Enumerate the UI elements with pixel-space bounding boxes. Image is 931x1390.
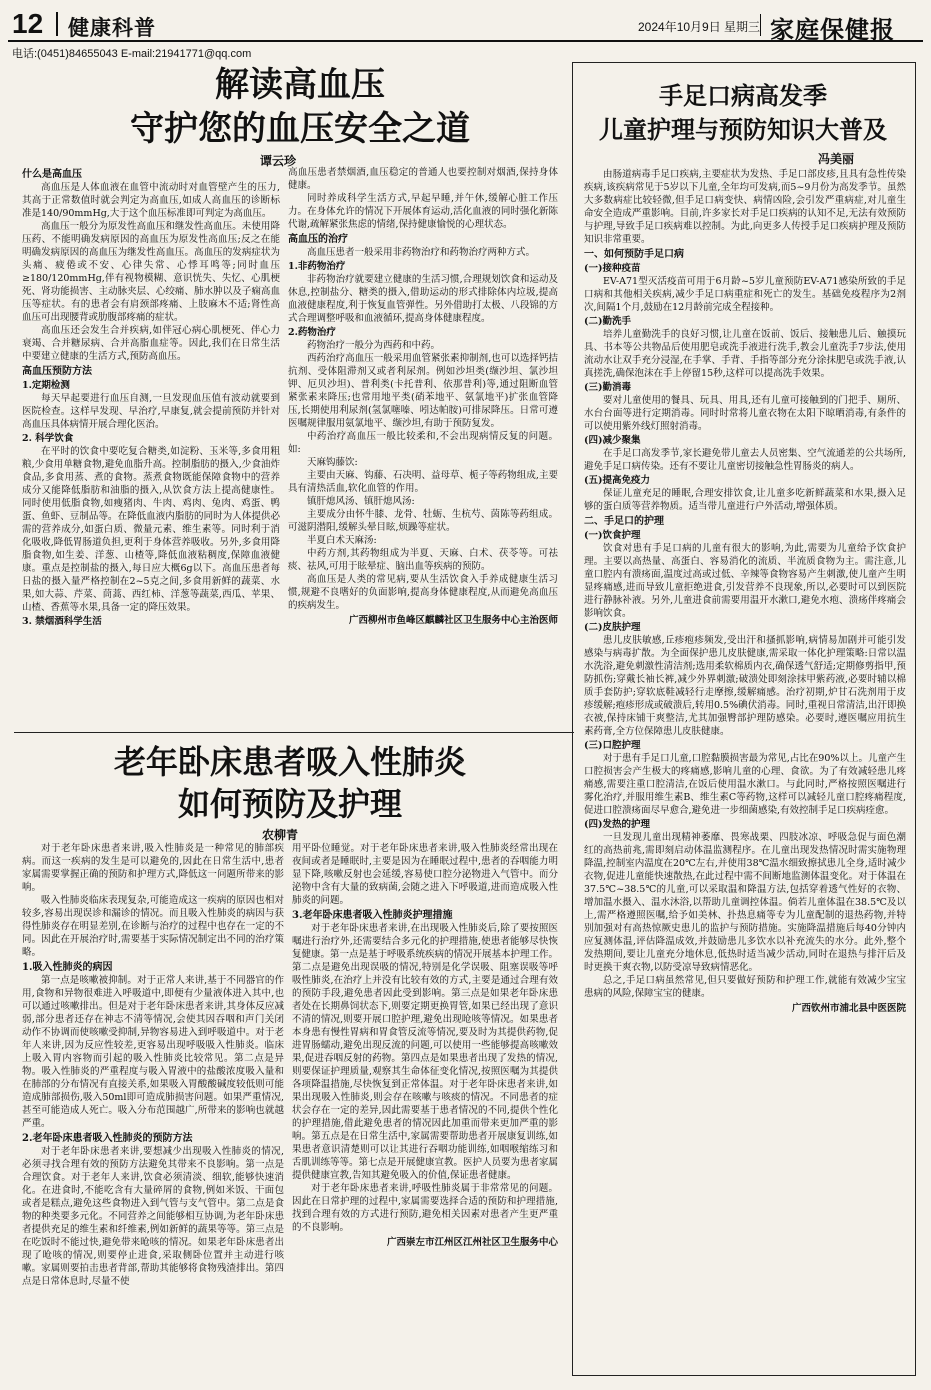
section-heading: 2.老年卧床患者吸入性肺炎的预防方法 [22,1133,193,1144]
paragraph: 培养儿童勤洗手的良好习惯,让儿童在饭前、饭后、接触患儿后、触摸玩具、书本等公共物品后使用肥皂或洗手液进行洗手,教会儿童洗手7步法,使用流动水让双手充分浸湿,在手掌、手背、手指等部分充分涂抹肥皂或洗手液,认真搓洗,确保泡沫在手上停留15秒,这样可以提高洗手效果。 [584,329,906,379]
paragraph: 保证儿童充足的睡眠,合理安排饮食,让儿童多吃新鲜蔬菜和水果,摄入足够的蛋白质等营养物质。适当带儿童进行户外活动,增强体质。 [584,488,906,512]
paragraph: 高血压患者一般采用非药物治疗和药物治疗两种方式。 [307,247,536,258]
paragraph: 中药方剂,其药物组成为半夏、天麻、白术、茯苓等。可祛痰、祛风,可用于眩晕症、脑出血等疾病的预防。 [288,548,558,572]
paragraph: 主要由天麻、钩藤、石决明、益母草、栀子等药物组成,主要具有清热活血,软化血管的作用。 [288,470,558,494]
paragraph: 中药治疗高血压一般比较柔和,不会出现病情反复的问题。如: [288,431,558,455]
article1-title-line2: 守护您的血压安全之道 [130,109,470,149]
paragraph: 对于老年卧床患者来讲,吸入性肺炎是一种常见的肺部疾病。而这一疾病的发生是可以避免的,因此在日常生活中,患者家属需要掌握正确的预防和护理方式,降低这一问题所带来的影响。 [22,843,284,893]
subsection-heading: (三)口腔护理 [584,740,641,751]
section-heading: 什么是高血压 [22,169,82,180]
paragraph: 高血压还会发生合并疾病,如伴冠心病心肌梗死、伴心力衰竭、合并糖尿病、合并高脂血症等。因此,我们在日常生活中要建立健康的生活方式,预防高血压。 [22,325,280,362]
article2-column-2 [292,842,558,1372]
subsection-heading: (三)勤消毒 [584,382,631,393]
paragraph: 同时养成科学生活方式,早起早睡,并午休,缓解心脏工作压力。在身体允许的情况下开展体育运动,活化血液的同时强化新陈代谢,疏解紧张焦虑的情绪,保持健康愉悦的心理状态。 [288,193,558,230]
paragraph: 一旦发现儿童出现精神萎靡、畏寒战栗、四肢冰凉、呼吸急促与面色潮红的高热前兆,需即刻启动体温监测程序。在儿童出现发热情况时需实施物理降温,控制室内温度在20℃左右,并使用38℃温水细致擦拭患儿全身,适时减少衣物,促进儿童能快速散热,在此过程中需不间断地监测体温变化。对于体温在37.5℃~38.5℃的儿童,可以采取温和降温方法,包括穿着透气性好的衣物、增加温水摄入、温水沐浴,以帮助儿童调控体温。倘若儿童体温在38.5℃及以上,需严格遵照医嘱,给予如美林、扑热息痛等专为儿童配制的退热药物,并特别加强对有高热惊厥史患儿的监护与预防措施。实施降温措施后每40分钟内应复测体温,评估降温成效,并鼓励患儿多饮水以补充流失的水分。此外,整个发热期间,要让儿童充分地休息,低热时适当减少活动,同时在退热与排汗后及时更换干爽衣物,以防受凉导致病情恶化。 [584,832,906,973]
author-affiliation: 广西柳州市鱼峰区麒麟社区卫生服务中心主治医师 [348,615,558,626]
subsection-heading: (一)接种疫苗 [584,263,641,274]
page-header [8,6,923,42]
paragraph: 对于老年卧床患者来讲,在出现吸入性肺炎后,除了要按照医嘱进行治疗外,还需要结合多元化的护理措施,使患者能够尽快恢复健康。第一点是基于呼吸系统疾病的情况开展基本护理工作。第二点是避免出现误吸的情况,特别是化学误吸、阻塞误吸等呼吸性肺炎,在治疗上并没有比较有效的方式,主要是通过合理有效的预防手段,避免患者因此受到影响。第三点是如果老年卧床患者处在长期鼻饲状态下,则要定期更换胃管,如果已经出现了意识不清的情况,则要开展口腔护理,避免出现呛咳等情况。如果患者本身患有慢性胃病和胃食管反流等情况,要及时为其提供药物,促进胃肠蠕动,避免出现反流的问题,可以使用一些能够提高咳嗽效果,促进吞咽反射的药物。第四点是如果患者出现了发热的情况,则要保证护理质量,观察其生命体征变化情况,按照医嘱为其提供各项降温措施,尽快恢复到正常体温。对于老年卧床患者来讲,如果出现吸入性肺炎,则会存在咳嗽与咳痰的情况。不同患者的症状会存在一定的差异,因此需要基于患者情况的不同,提供个性化的护理措施,借此避免患者的情况因此加重而带来更加严重的影响。第五点是在日常生活中,家属需要帮助患者开展康复训练,如果患者意识清楚则可以让其进行吞咽功能训练,如咽喉缩练习和舌肌训练等等。第七点是开展健康宣教。医护人员要为患者家属提供健康宣教,告知其避免吸入的价值,保证患者健康。 [292,923,558,1181]
paragraph: 饮食对患有手足口病的儿童有很大的影响,为此,需要为儿童给予饮食护理。主要以高热量、高蛋白、容易消化的流质、半流质食物为主。需注意,儿童口腔内有溃疡面,温度过高或过低、辛辣等食物容易产生刺激,使儿童产生明显疼痛感,进而导致儿童拒绝进食,引发营养不良现象,所以,必要时可以到医院进行静脉补液。另外,儿童进食前需要用温开水漱口,避免水疱、溃疡伴疼痛会影响饮食。 [584,543,906,619]
paragraph: 第一点是咳嗽被抑制。对于正常人来讲,基于不同器官的作用,食物和异物很难进入呼吸道中,即便有少量液体进入其中,也可以通过咳嗽排出。但是对于老年卧床患者来讲,其身体反应减弱,部分患者还存在神志不清等情况,会使其因吞咽和声门关闭动作不协调而使咳嗽受抑制,异物容易进入到呼吸道中。对于老年人来讲,因为反应性较差,更容易出现呼吸吸入性肺炎。临床上吸入胃内容物而引起的吸入性肺炎比较常见。第二点是异物。吸入性肺炎的严重程度与吸入胃液中的盐酸浓度吸入量和在肺部的分布情况有直接关系,如果吸入胃酸酸碱度较低则可能造成肺部损伤,吸入50ml即可造成肺损害问题。如果严重情况,甚至可能造成人死亡。吸入分布范围越广,所带来的影响也就越严重。 [22,975,284,1129]
section-name: 健康科普 [68,15,156,40]
paragraph: 在平时的饮食中要吃复合糖类,如淀粉、玉米等,多食用粗粮,少食用单糖食物,避免血脂升高。控制脂肪的摄入,少食油炸食品,多食用蒸、煮的食物。蒸煮食物既能保障食物中的营养成分又能降低脂肪和油脂的摄入,从饮食方法上提高健康性。同时使用低脂食物,如瘦猪肉、牛肉、鸡肉、兔肉、鸡蛋、鸭蛋、鱼虾、豆制品等。在降低血液内脂肪的同时为人体提供必需的营养成分,如蛋白质、微量元素、维生素等。同时利于消化吸收,降低胃肠道负担,更利于身体营养吸收。另外,多食用降脂食物,如生姜、洋葱、山楂等,降低血液粘稠度,保障血液健康。重点是控制盐的摄入,每日应大概6g以下。高血压患者每日盐的摄入量严格控制在2~5克之间,多食用新鲜的蔬菜、水果,如大蒜、芹菜、茼蒿、西红柿、洋葱等蔬菜,西瓜、苹果、山楂、香蕉等水果,具备一定的降压效果。 [22,446,280,613]
section-heading: 二、手足口的护理 [584,516,664,527]
paragraph: 吸入性肺炎临床表现复杂,可能造成这一疾病的原因也相对较多,容易出现误诊和漏诊的情况。而且吸入性肺炎的病因与获得性肺炎存在明显差别,在诊断与治疗的过程中也存在一定的不同。因此在开展治疗时,需要基于实际情况制定出不同的治疗策略。 [22,895,284,958]
article2-title-line2: 如何预防及护理 [177,785,402,823]
header-divider [56,12,58,36]
subsection-heading: 2. 科学饮食 [22,433,74,444]
article2-author: 农柳青 [262,828,299,842]
paragraph: 高血压是人类的常见病,要从生活饮食入手养成健康生活习惯,规避不良嗜好的负面影响,提高身体健康程度,从而避免高血压的疾病发生。 [288,574,558,611]
section-heading: 一、如何预防手足口病 [584,249,684,260]
paragraph: 药物治疗一般分为西药和中药。 [307,340,441,351]
article1-column-1 [22,166,280,726]
section-heading: 高血压的治疗 [288,234,348,245]
paragraph: 天麻钩藤饮: [307,457,358,468]
paragraph: 每天早起要进行血压自测,一旦发现血压值有波动就要到医院检查。这样早发现、早治疗,早康复,就会提前预防并针对高血压具体病情开展合理化医治。 [22,393,280,430]
paragraph: 在手足口高发季节,家长避免带儿童去人员密集、空气流通差的公共场所,避免手足口病传染。还有不要让儿童密切接触急性胃肠炎的病人。 [584,448,906,472]
paragraph: 高血压是人体血液在血管中流动时对血管壁产生的压力,其高于正常数值时就会判定为高血压,如成人高血压的诊断标准是140/90mmHg,大于这个血压标准即可判定为高血压。 [22,182,280,219]
article1-author: 谭云珍 [260,154,297,168]
issue-date: 2024年10月9日 星期三 [638,20,761,34]
subsection-heading: (一)饮食护理 [584,530,641,541]
section-heading: 高血压预防方法 [22,366,92,377]
article3-title-line1: 手足口病高发季 [659,81,827,110]
paragraph: 非药物治疗就要建立健康的生活习惯,合理规划饮食和运动及休息,控制盐分、糖类的摄入,借助运动的形式排除体内垃圾,提高血液健康程度,利于恢复血管弹性。另外借助打太极、八段锦的方式合理调整呼吸和血液循环,提高身体健康程度。 [288,274,558,324]
paragraph: 对于老年卧床患者来讲,呼吸性肺炎属于非常常见的问题。因此在日常护理的过程中,家属需要选择合适的预防和护理措施,找到合理有效的方式进行预防,避免相关因素对患者产生更严重的不良影响。 [292,1183,558,1233]
article3-author: 冯美丽 [818,152,855,166]
article3-body [584,168,906,1366]
subsection-heading: 1.非药物治疗 [288,261,346,272]
paragraph: 由肠道病毒手足口疾病,主要症状为发热、手足口部皮疹,且具有急性传染疾病,该疾病常见于5岁以下儿童,全年均可发病,而5~9月份为高发季节。虽然大多数病症比较轻微,但手足口病变快、病情凶险,会引发严重病症,对儿童生命安全造成严重影响。目前,许多家长对手足口疾病的认知不足,无法有效预防与护理,导致手足口疾病难以控制。为此,向更多人传授手足口疾病护理及预防知识非常重要。 [584,169,906,245]
paragraph: 半夏白术天麻汤: [307,535,377,546]
paragraph: 总之,手足口病虽然常见,但只要做好预防和护理工作,就能有效减少宝宝患病的风险,保障宝宝的健康。 [584,975,906,999]
paragraph: 主要成分由怀牛膝、龙骨、牡蛎、生杭芍、茵陈等药组成。可滋阴潜阳,缓解头晕目眩,烦躁等症状。 [288,509,558,533]
subsection-heading: (二)勤洗手 [584,316,631,327]
article2-column-1 [22,842,284,1372]
subsection-heading: (四)发热的护理 [584,819,650,830]
section-heading: 1.吸入性肺炎的病因 [22,962,113,973]
newspaper-name: 家庭保健报 [770,15,895,44]
paragraph: 高血压患者禁烟酒,血压稳定的普通人也要控制对烟酒,保持身体健康。 [288,167,558,191]
subsection-heading: 2.药物治疗 [288,327,336,338]
article-divider [14,732,574,733]
page-number: 12 [12,8,44,39]
paragraph: 要对儿童使用的餐具、玩具、用具,还有儿童可接触到的门把手、厕所、水台台面等进行定期消毒。同时时常将儿童衣物在太阳下晾晒消毒,有条件的可以使用紫外线灯照射消毒。 [584,395,906,432]
paragraph: 镇肝熄风汤、镇肝熄风汤: [307,496,415,507]
paragraph: EV-A71型灭活疫苗可用于6月龄~5岁儿童预防EV-A71感染所致的手足口病和其他相关疾病,减少手足口病重症和死亡的发生。基础免疫程序为2剂次,间隔1个月,鼓励在12月龄前完成全程接种。 [584,276,906,313]
contact-line: 电话:(0451)84655043 E-mail:21941771@qq.com [12,48,252,60]
subsection-heading: 3. 禁烟酒科学生活 [22,616,102,627]
subsection-heading: 1.定期检测 [22,380,70,391]
subsection-heading: (五)提高免疫力 [584,475,650,486]
paragraph: 用平卧位睡觉。对于老年卧床患者来讲,吸入性肺炎经常出现在夜间或者是睡眠时,主要是因为在睡眠过程中,患者的吞咽能力明显下降,咳嗽反射也会延缓,容易使口腔分泌物进入气管中。而分泌物中含有大量的致病菌,会随之进入下呼吸道,进而造成吸入性肺炎的问题。 [292,843,558,906]
article1-column-2 [288,166,558,726]
header-divider-2 [760,14,761,36]
section-heading: 3.老年卧床患者吸入性肺炎护理措施 [292,910,453,921]
author-affiliation: 广西钦州市浦北县中医医院 [791,1003,906,1014]
author-affiliation: 广西崇左市江州区江州社区卫生服务中心 [386,1237,558,1248]
article2-title-line1: 老年卧床患者吸入性肺炎 [113,743,466,781]
paragraph: 患儿皮肤敏感,丘疹疱疹频发,受出汗和搔抓影响,病情易加剧并可能引发感染与病毒扩散。为全面保护患儿皮肤健康,需采取一体化护理策略:日常以温水洗浴,避免刺激性清洁剂;选用柔软棉质内衣,确保透气舒适;定期修剪指甲,预防抓伤;穿戴长袖长裤,减少外界刺激;破溃处即刻涂抹甲紫药液,必要时辅以棉质手套防护;穿软底鞋减轻行走摩擦,缓解痛感。治疗初期,炉甘石洗剂用于皮疹缓解;疱疹形成或破溃后,转用0.5%碘伏消毒。同时,重视日常清洁,出汗即换衣被,保持床铺干爽整洁,尤其加强臀部护理防感染。必要时,遵医嘱应用抗生素药膏,全方位保障患儿皮肤健康。 [584,635,906,737]
article3-title-line2: 儿童护理与预防知识大普及 [599,115,887,144]
article1-title-line1: 解读高血压 [215,65,385,105]
subsection-heading: (二)皮肤护理 [584,622,641,633]
paragraph: 对于患有手足口儿童,口腔黏膜损害最为常见,占比在90%以上。儿童产生口腔损害会产生极大的疼痛感,影响儿童的心理、食欲。为了有效减轻患儿疼痛感,需要注重口腔清洁,在饭后使用温水漱口。与此同时,严格按照医嘱进行雾化治疗,并服用维生素B、维生素C等药物,这样可以减轻儿童口腔疼痛程度,促进口腔溃疡面尽早愈合,避免进一步细菌感染,有效控制手足口疾病痊愈。 [584,753,906,816]
paragraph: 对于老年卧床患者来讲,要想减少出现吸入性肺炎的情况,必须寻找合理有效的预防方法避免其带来不良影响。第一点是合理饮食。对于老年人来讲,饮食必须清淡、细软,能够快速消化。在进食时,不能吃含有大量碎屑的食物,例如米饭、干面包或者是糕点,避免这些食物进入到气管与支气管中。第二点是食物的种类要多元化。不同营养之间能够相互协调,为老年卧床患者提供充足的维生素和纤维素,例如新鲜的蔬果等等。第三点是在吃饭时不能过快,避免带来呛咳的情况。如果老年卧床患者出现了呛咳的情况,则要停止进食,采取侧卧位置并主动进行咳嗽。家属则要拍击患者背部,帮助其能够将食物残渣排出。第四点是日常体息时,尽量不使 [22,1146,284,1287]
paragraph: 西药治疗高血压一般采用血管紧张素抑制剂,也可以选择钙拮抗剂、受体阻滞剂又或者利尿剂。例如沙坦类(缬沙坦、氯沙坦钾、厄贝沙坦)、普利类(卡托普利、依那普利)等,通过阻断血管紧张素来降压;也常用地平类(硝苯地平、氨氯地平)扩张血管降压,长期使用利尿剂(氢氯噻嗪、吲达帕胺)可排尿降压。日常可遵医嘱规律服用氨氯地平、缬沙坦,有助于预防复发。 [288,353,558,429]
paragraph: 高血压一般分为原发性高血压和继发性高血压。未使用降压药、不能明确发病原因的高血压为原发性高血压;反之在能明确发病原因的高血压为继发性高血压。高血压的发病症状为头痛、疲倦或不安、心律失常、心悸耳鸣等;同时血压≥180/120mmHg,伴有视物模糊、意识恍失、失忆、心肌梗死、肾功能损害、主动脉夹层、心绞痛、肺水肿以及子痫高血压等症状。有的患者会有肩颈部疼痛、上肢麻木不适;肾性高血压可出现腰背或肋腹部疼痛的症状。 [22,221,280,323]
subsection-heading: (四)减少聚集 [584,435,641,446]
